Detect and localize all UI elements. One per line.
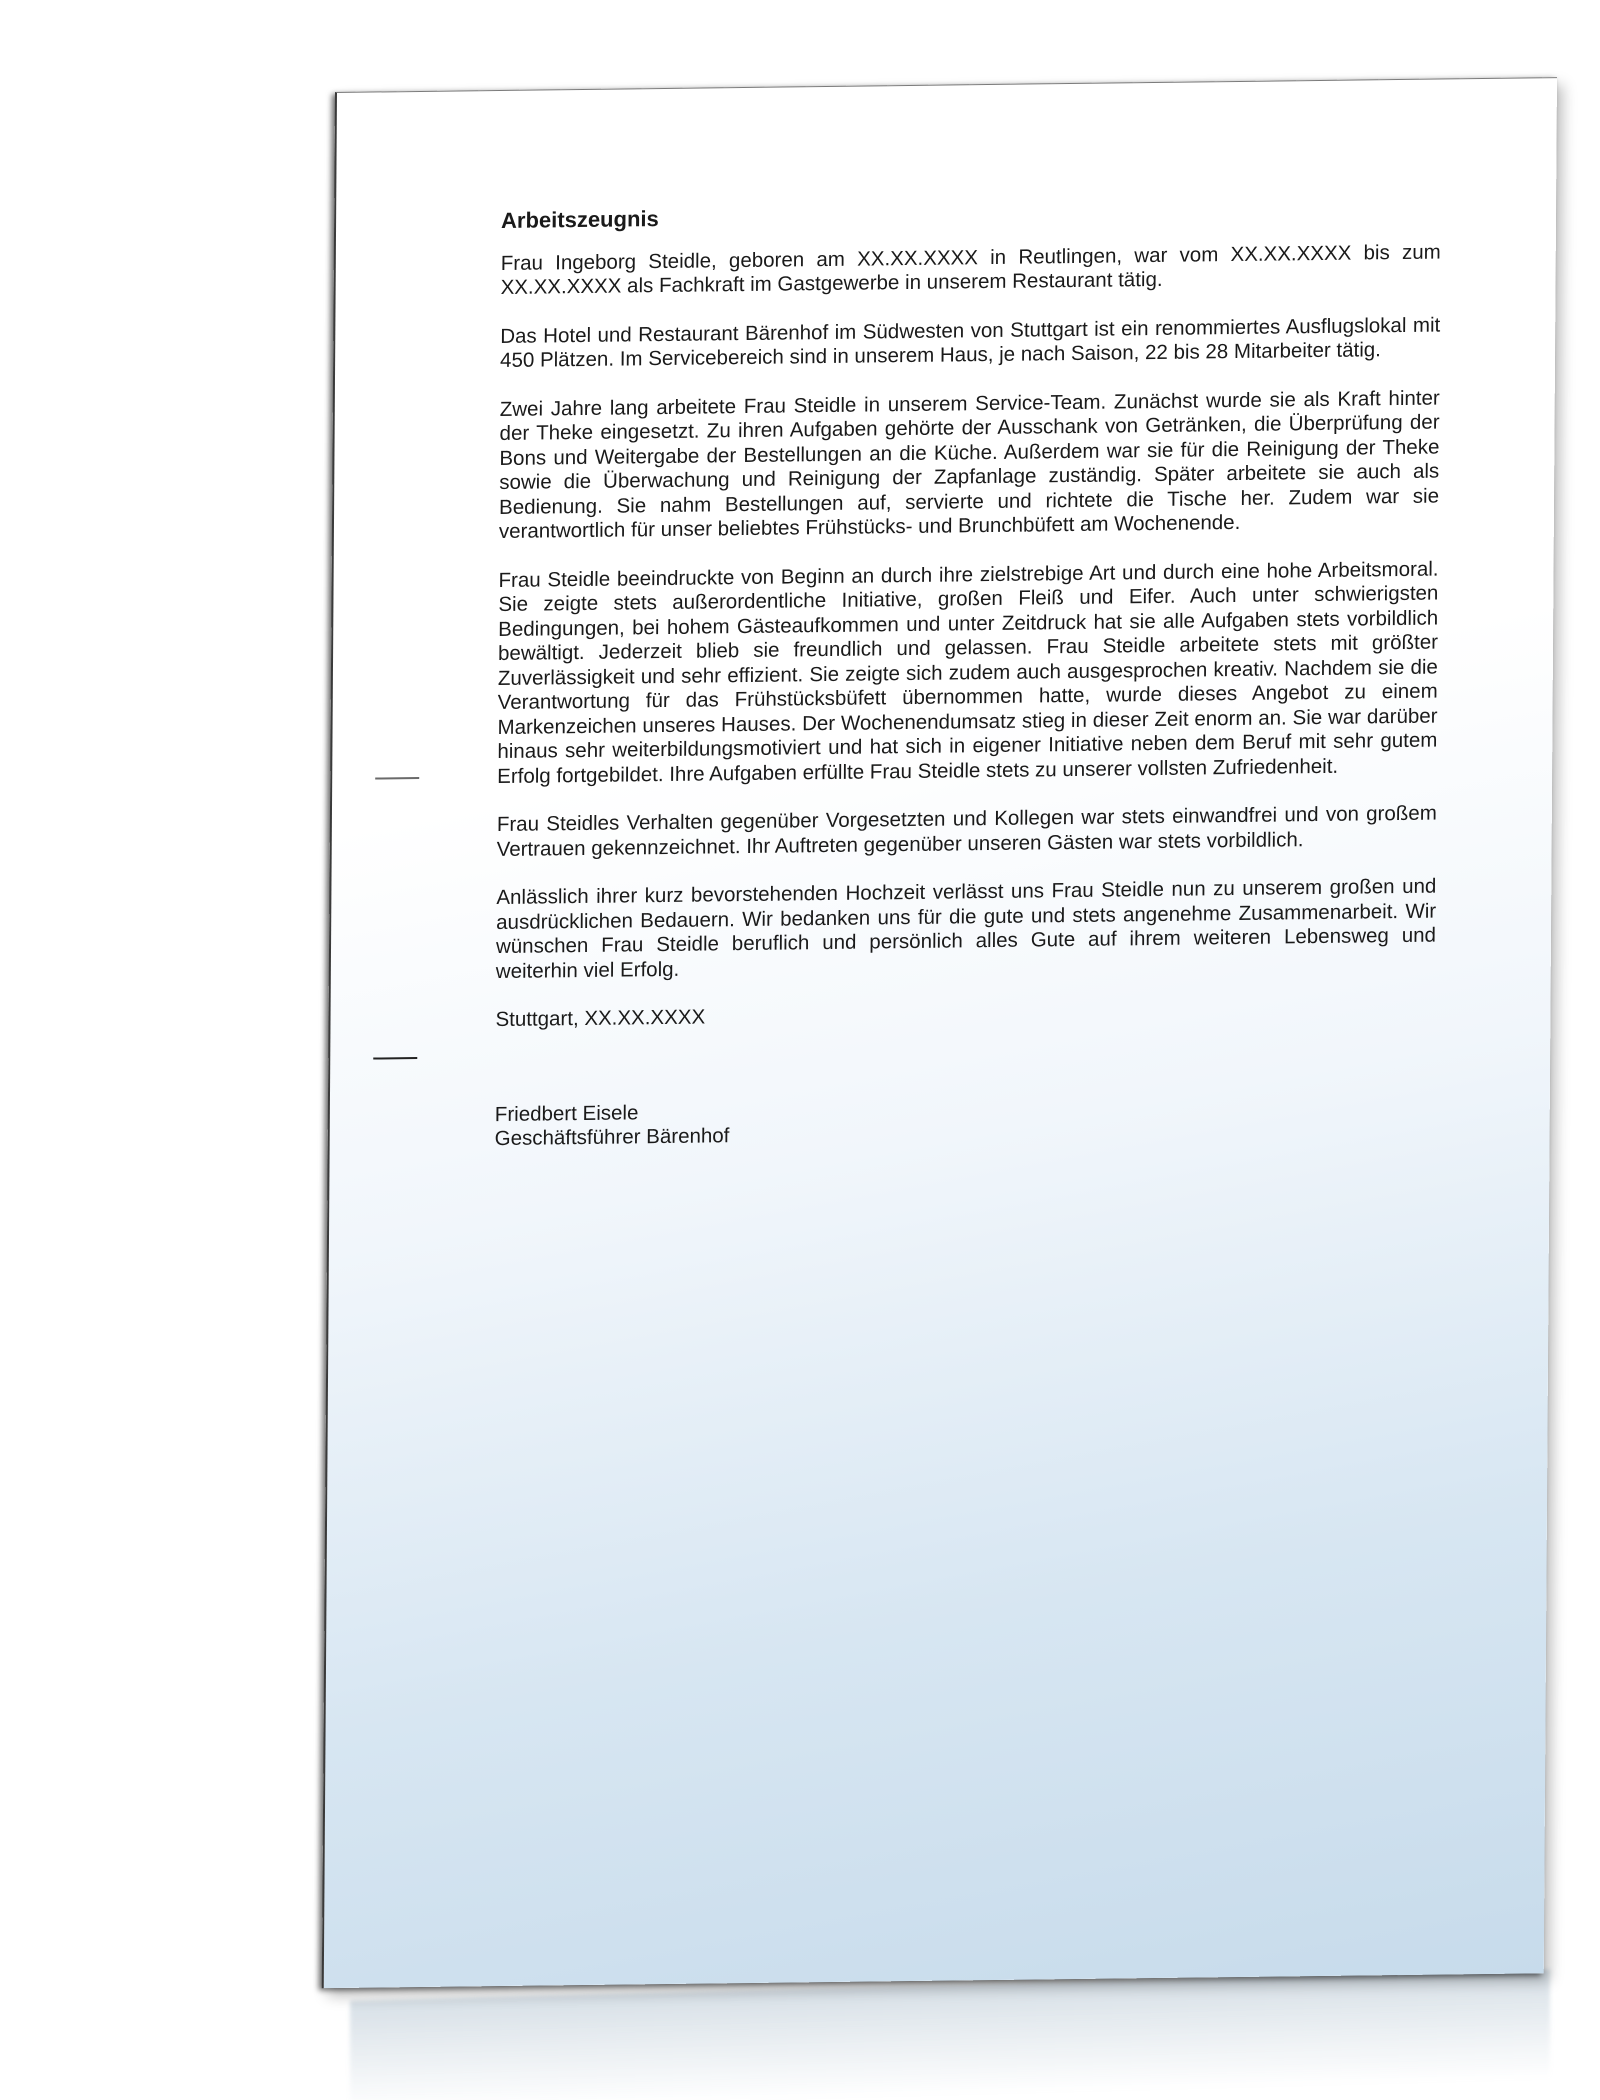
paragraph-performance: Frau Steidle beeindruckte von Beginn an durch ihre zielstrebige Art und durch eine hohe Arbeitsmoral. Sie zeigte stets außerordentliche Initiative, großen Fleiß und Eifer. Auch unter schwierigsten Bedingungen, bei hohem Gästeaufkommen und unter Zeitdruck hat sie alle Aufgaben stets vorbildlich bewältigt. Jederzeit blieb sie freundlich und gelassen. Frau Steidle arbeitete stets mit größter Zuverlässigkeit und sehr effizient. Sie zeigte sich zudem auch ausgesprochen kreativ. Nachdem sie die Verantwortung für das Frühstücksbüfett übernommen hatte, wurde dieses Angebot zu einem Markenzeichen unseres Hauses. Der Wochenendumsatz stieg in dieser Zeit enorm an. Sie war darüber hinaus sehr weiterbildungsmotiviert und hat sich in eigener Initiative neben dem Beruf mit sehr gutem Erfolg fortgebildet. Ihre Aufgaben erfüllte Frau Steidle stets zu unserer vollsten Zufriedenheit. <box>497 557 1439 788</box>
document-page <box>322 77 1557 1988</box>
paragraph-duties: Zwei Jahre lang arbeitete Frau Steidle in unserem Service-Team. Zunächst wurde sie als Kraft hinter der Theke eingesetzt. Zu ihren Aufgaben gehörte der Ausschank von Getränken, die Überprüfung der Bons und Weitergabe der Bestellungen an die Küche. Außerdem war sie für die Reinigung der Theke sowie die Überwachung und Reinigung der Zapfanlage zuständig. Später arbeitete sie auch als Bedienung. Sie nahm Bestellungen auf, servierte und richtete die Tische her. Zudem war sie verantwortlich für unser beliebtes Frühstücks- und Brunchbüfett am Wochenende. <box>498 386 1440 544</box>
letter-content <box>495 197 1442 1151</box>
page-reflection <box>350 1969 1550 2100</box>
paragraph-employment: Frau Ingeborg Steidle, geboren am XX.XX.XXXX in Reutlingen, war vom XX.XX.XXXX bis zum XX.XX.XXXX als Fachkraft im Gastgewerbe in unserem Restaurant tätig. <box>500 239 1441 299</box>
punch-mark <box>373 1057 417 1060</box>
paragraph-company: Das Hotel und Restaurant Bärenhof im Südwesten von Stuttgart ist ein renommiertes Ausflugslokal mit 450 Plätzen. Im Servicebereich sind in unserem Haus, je nach Saison, 22 bis 28 Mitarbeiter tätig. <box>500 312 1441 372</box>
signatory-name: Friedbert Eisele <box>494 1100 639 1126</box>
fold-mark-upper <box>375 777 419 780</box>
paragraph-conduct: Frau Steidles Verhalten gegenüber Vorgesetzten und Kollegen war stets einwandfrei und von großem Vertrauen gekennzeichnet. Ihr Auftreten gegenüber unseren Gästen war stets vorbildlich. <box>496 801 1437 861</box>
signatory-role: Geschäftsführer Bärenhof <box>494 1124 730 1151</box>
document-title: Arbeitszeugnis <box>500 206 659 233</box>
place-date: Stuttgart, XX.XX.XXXX <box>495 1005 706 1032</box>
paragraph-farewell: Anlässlich ihrer kurz bevorstehenden Hochzeit verlässt uns Frau Steidle nun zu unserem großen und ausdrücklichen Bedauern. Wir bedanken uns für die gute und stets angenehme Zusammenarbeit. Wir wünschen Frau Steidle beruflich und persönlich alles Gute auf ihrem weiteren Lebensweg und weiterhin viel Erfolg. <box>495 874 1437 983</box>
signature-block <box>495 1091 1435 1151</box>
